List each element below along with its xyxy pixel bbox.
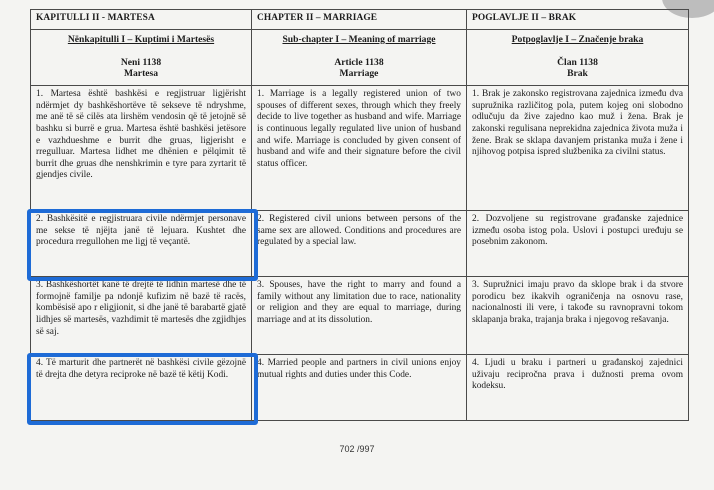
article-title: Martesa (123, 68, 159, 80)
article-title: Marriage (339, 68, 379, 80)
article-number: Neni 1138 (120, 57, 162, 69)
subchapter-title: Nënkapitulli I – Kuptimi i Martesës (67, 33, 215, 45)
paragraph-row-1 (31, 86, 689, 211)
article-header-albanian (31, 29, 252, 86)
chapter-title-english: CHAPTER II – MARRIAGE (252, 10, 467, 30)
paragraph-english: 1. Marriage is a legally registered union of two spouses of different sexes, through which they freely decide to live together as husband and wife. Marriage is continuous legally regulated live union of husband and wife. Marriage is concluded by given consent of husband and wife and their signature before the civil status officer. (252, 86, 467, 211)
paragraph-english: 3. Spouses, have the right to marry and found a family without any limitation due to race, nationality or religion and they are equal to marriage, during marriage and at its dissolution. (252, 277, 467, 355)
subchapter-title: Sub-chapter I – Meaning of marriage (282, 33, 436, 45)
paragraph-serbian: 2. Dozvoljene su registrovane građanske zajednice između osoba istog pola. Uslovi i postupci uređuju se posebnim zakonom. (467, 211, 689, 277)
subchapter-title: Potpoglavlje I – Značenje braka (511, 33, 644, 45)
highlight-box-paragraph-2 (27, 209, 258, 281)
paragraph-english: 2. Registered civil unions between persons of the same sex are allowed. Conditions and procedures are regulated by a special law. (252, 211, 467, 277)
article-header-english (252, 29, 467, 86)
article-number: Član 1138 (557, 57, 598, 69)
paragraph-row-3 (31, 277, 689, 355)
chapter-title-albanian: KAPITULLI II - MARTESA (31, 10, 252, 30)
paragraph-serbian: 4. Ljudi u braku i partneri u građanskoj zajednici uživaju recipročna prava i dužnosti prema ovom kodeksu. (467, 355, 689, 421)
page-number: 702 /997 (339, 444, 375, 454)
chapter-header-row (31, 10, 689, 30)
paragraph-albanian: 4. Të marturit dhe partnerët në bashkësi civile gëzojnë të drejta dhe detyra reciproke në bazë të këtij Kodi. (31, 355, 252, 421)
paragraph-albanian: 3. Bashkëshortët kanë të drejtë të lidhin martesë dhe të formojnë familje pa ndonjë kufizim në bazë të racës, kombësisë apo r eligjionit, si dhe janë të barabartë gjatë lidhjes së martesës, vazhdimit të martesës dhe zgjidhjes së saj. (31, 277, 252, 355)
article-number: Article 1138 (334, 57, 384, 69)
highlight-box-paragraph-4 (27, 353, 258, 425)
article-header-serbian (467, 29, 689, 86)
paragraph-albanian: 2. Bashkësitë e regjistruara civile ndërmjet personave me sekse të njëjta janë të lejuara. Kushtet dhe procedura rregullohen me ligj të veçantë. (31, 211, 252, 277)
paragraph-serbian: 3. Supružnici imaju pravo da sklope brak i da stvore porodicu bez ikakvih ograničenja na osnovu rase, nacionalnosti ili vere, i takođe su ravnopravni tokom sklapanja braka, trajanja braka i njegovog rešavanja. (467, 277, 689, 355)
paragraph-albanian: 1. Martesa është bashkësi e regjistruar ligjërisht ndërmjet dy bashkëshortëve të sekseve të ndryshme, me anë të së cilës ata lirshëm vendosin që të jetojnë së bashku si burrë e grua. Martesa është bashkësi jetësore e vazhdueshme e burrit dhe gruas, ligjerisht e rregulluar. Martesa lidhet me dhënien e pëlqimit të burrit dhe gruas dhe nenshkrimin e tyre para zyrtarit të gjendjes civile. (31, 86, 252, 211)
article-title: Brak (567, 68, 588, 80)
chapter-title-serbian: POGLAVLJE II – BRAK (467, 10, 689, 30)
paragraph-serbian: 1. Brak je zakonsko registrovana zajednica između dva supružnika različitog pola, putem kojeg oni slobodno odlučuju da žive zajedno kao muž i žena. Brak je zakonski regulisana neprekidna zajednica života muža i žene. Brak se sklapa davanjem pristanka muža i žene i njihovog potpisa ispred službenika za civilni status. (467, 86, 689, 211)
article-header-row (31, 29, 689, 86)
paragraph-english: 4. Married people and partners in civil unions enjoy mutual rights and duties under this Code. (252, 355, 467, 421)
